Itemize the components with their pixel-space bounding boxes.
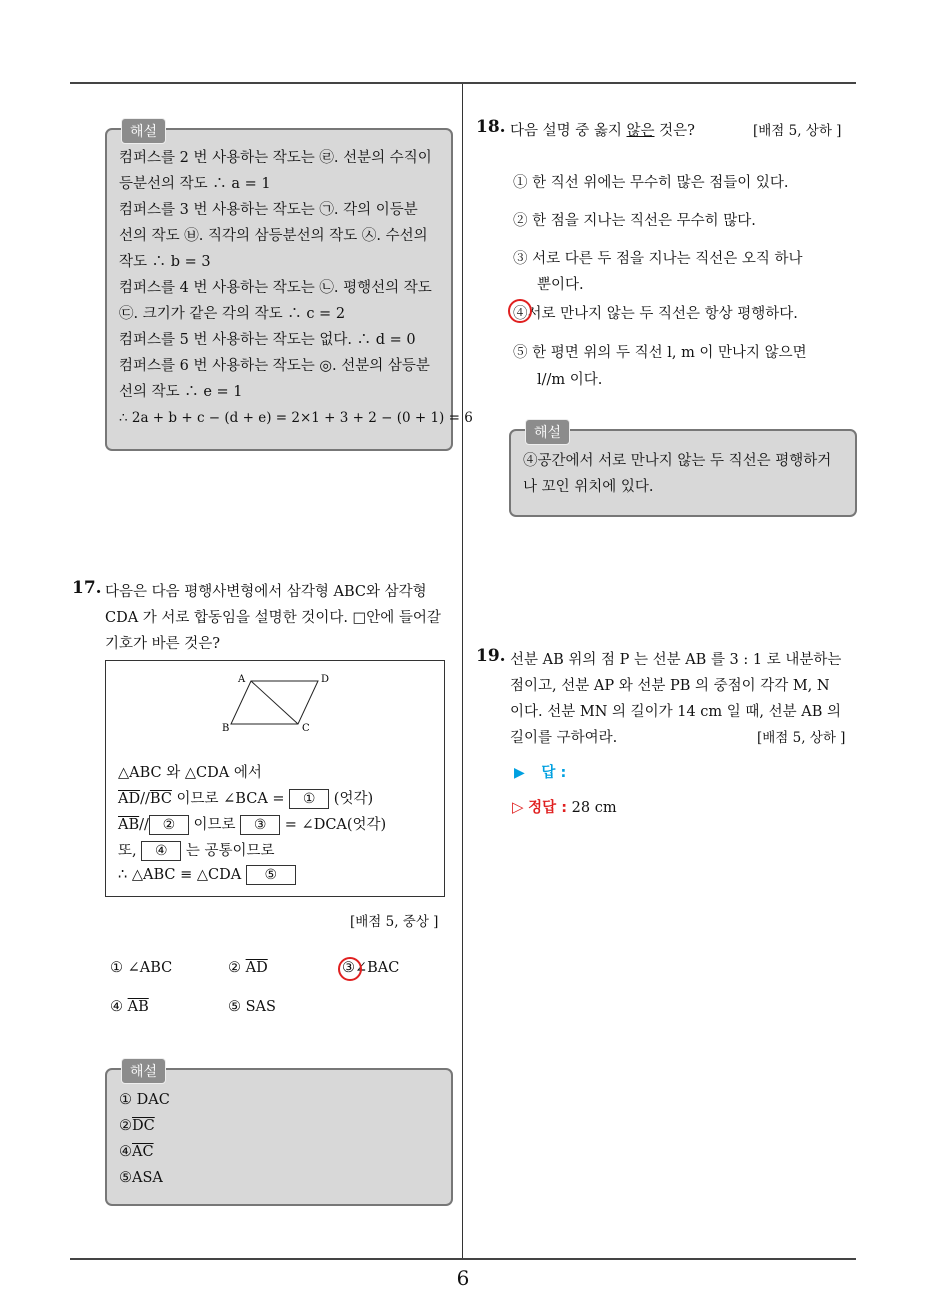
solution-line: 컴퍼스를 6 번 사용하는 작도는 ◎. 선분의 삼등분 (119, 358, 430, 374)
question-17-text: 기호가 바른 것은? (105, 636, 221, 652)
solution-tab: 해설 (121, 118, 166, 144)
solution-line: ④공간에서 서로 만나지 않는 두 직선은 평행하거 (523, 453, 832, 469)
correct-answer-row (512, 796, 617, 817)
solution-line: 선의 작도 ∴ e = 1 (119, 384, 243, 400)
proof-line-4: 또, ④ 는 공통이므로 (118, 843, 275, 859)
solution-box-18 (509, 425, 857, 517)
solution-line: 작도 ∴ b = 3 (119, 254, 211, 270)
score-17: [배점 5, 중상 ] (350, 914, 439, 930)
option-17-4[interactable]: ④ $\overline{AB}$ (110, 999, 149, 1015)
bottom-rule (70, 1258, 856, 1260)
question-17-text: 다음은 다음 평행사변형에서 삼각형 ABC와 삼각형 (105, 584, 427, 600)
solution-line: $②\overline{DC}$ (119, 1118, 155, 1134)
option-18-5-cont: l//m 이다. (537, 372, 603, 388)
vertex-label-c: C (302, 723, 310, 734)
question-17-text: CDA 가 서로 합동임을 설명한 것이다. □안에 들어갈 (105, 610, 441, 626)
proof-line-2: $\overline{AD}//\overline{BC}$ 이므로 ∠BCA = ① (엇각) (118, 791, 374, 807)
score-19: [배점 5, 상하 ] (757, 730, 846, 746)
diagonal-ac (251, 681, 298, 724)
solution-line: 컴퍼스를 3 번 사용하는 작도는 ㉠. 각의 이등분 (119, 202, 418, 218)
solution-line: ① DAC (119, 1092, 170, 1108)
option-17-2[interactable]: ② $\overline{AD}$ (228, 960, 268, 976)
correct-label: 정답 : (528, 800, 568, 816)
question-number-17: 17. (72, 578, 102, 598)
vertex-label-b: B (222, 723, 230, 734)
question-19-text: 이다. 선분 MN 의 길이가 14 cm 일 때, 선분 AB 의 (510, 704, 841, 720)
solution-line: 컴퍼스를 2 번 사용하는 작도는 ㉣. 선분의 수직이 (119, 150, 432, 166)
option-18-1[interactable]: ① 한 직선 위에는 무수히 많은 점들이 있다. (513, 175, 789, 191)
question-18-text: 다음 설명 중 옳지 않은 것은? (510, 123, 695, 139)
blank-box-5: ⑤ (246, 865, 296, 885)
answer-label: 답 : (541, 765, 567, 781)
vertex-label-d: D (321, 674, 330, 685)
answer-row[interactable] (514, 761, 566, 782)
blank-box-4: ④ (141, 841, 181, 861)
parallelogram-figure (106, 661, 446, 741)
vertex-label-a: A (238, 674, 246, 685)
question-19-text: 길이를 구하여라. (510, 730, 618, 746)
option-18-3-cont: 뿐이다. (537, 277, 584, 293)
correct-value: 28 cm (571, 800, 617, 816)
play-icon: ▶ (514, 765, 525, 781)
question-19-text: 점이고, 선분 AP 와 선분 PB 의 중점이 각각 M, N (510, 678, 830, 694)
question-number-18: 18. (476, 117, 506, 137)
solution-line: ⑤ASA (119, 1170, 163, 1186)
blank-box-3: ③ (240, 815, 280, 835)
top-rule (70, 82, 856, 84)
option-18-3[interactable]: ③ 서로 다른 두 점을 지나는 직선은 오직 하나 (513, 251, 803, 267)
solution-line: 등분선의 작도 ∴ a = 1 (119, 176, 271, 192)
outline-arrow-icon: ▷ (512, 798, 524, 816)
proof-box (105, 660, 445, 897)
solution-tab: 해설 (121, 1058, 166, 1084)
solution-box-17 (105, 1064, 453, 1206)
solution-line: ∴ 2a + b + c − (d + e) = 2×1 + 3 + 2 − (0 + 1) = 6 (119, 410, 473, 426)
proof-line-1: △ABC 와 △CDA 에서 (118, 765, 262, 781)
blank-box-1: ① (289, 789, 329, 809)
column-divider (462, 84, 463, 1258)
solution-line: ㉢. 크기가 같은 각의 작도 ∴ c = 2 (119, 306, 346, 322)
selected-answer-circle (508, 299, 532, 323)
solution-line: 선의 작도 ㉥. 직각의 삼등분선의 작도 ㉦. 수선의 (119, 228, 428, 244)
solution-line: 나 꼬인 위치에 있다. (523, 479, 654, 495)
option-17-1[interactable]: ① ∠ABC (110, 960, 173, 976)
option-18-4[interactable]: ④서로 만나지 않는 두 직선은 항상 평행하다. (513, 306, 798, 322)
page-number: 6 (456, 1266, 470, 1290)
blank-box-2: ② (149, 815, 189, 835)
question-number-19: 19. (476, 646, 506, 666)
option-17-5[interactable]: ⑤ SAS (228, 999, 276, 1015)
selected-answer-circle (338, 957, 362, 981)
solution-line: 컴퍼스를 5 번 사용하는 작도는 없다. ∴ d = 0 (119, 332, 416, 348)
solution-line: $④\overline{AC}$ (119, 1144, 154, 1160)
score-18: [배점 5, 상하 ] (753, 123, 842, 139)
option-18-2[interactable]: ② 한 점을 지나는 직선은 무수히 많다. (513, 213, 756, 229)
proof-line-3: $\overline{AB}//$ ② 이므로 ③ = ∠DCA(엇각) (118, 817, 387, 833)
question-19-text: 선분 AB 위의 점 P 는 선분 AB 를 3 : 1 로 내분하는 (510, 652, 842, 668)
option-17-3[interactable]: ③∠BAC (342, 960, 400, 976)
solution-tab: 해설 (525, 419, 570, 445)
proof-line-5: ∴ △ABC ≡ △CDA ⑤ (118, 865, 296, 885)
solution-line: 컴퍼스를 4 번 사용하는 작도는 ㉡. 평행선의 작도 (119, 280, 432, 296)
option-18-5[interactable]: ⑤ 한 평면 위의 두 직선 l, m 이 만나지 않으면 (513, 345, 807, 361)
solution-box-16 (105, 124, 473, 451)
